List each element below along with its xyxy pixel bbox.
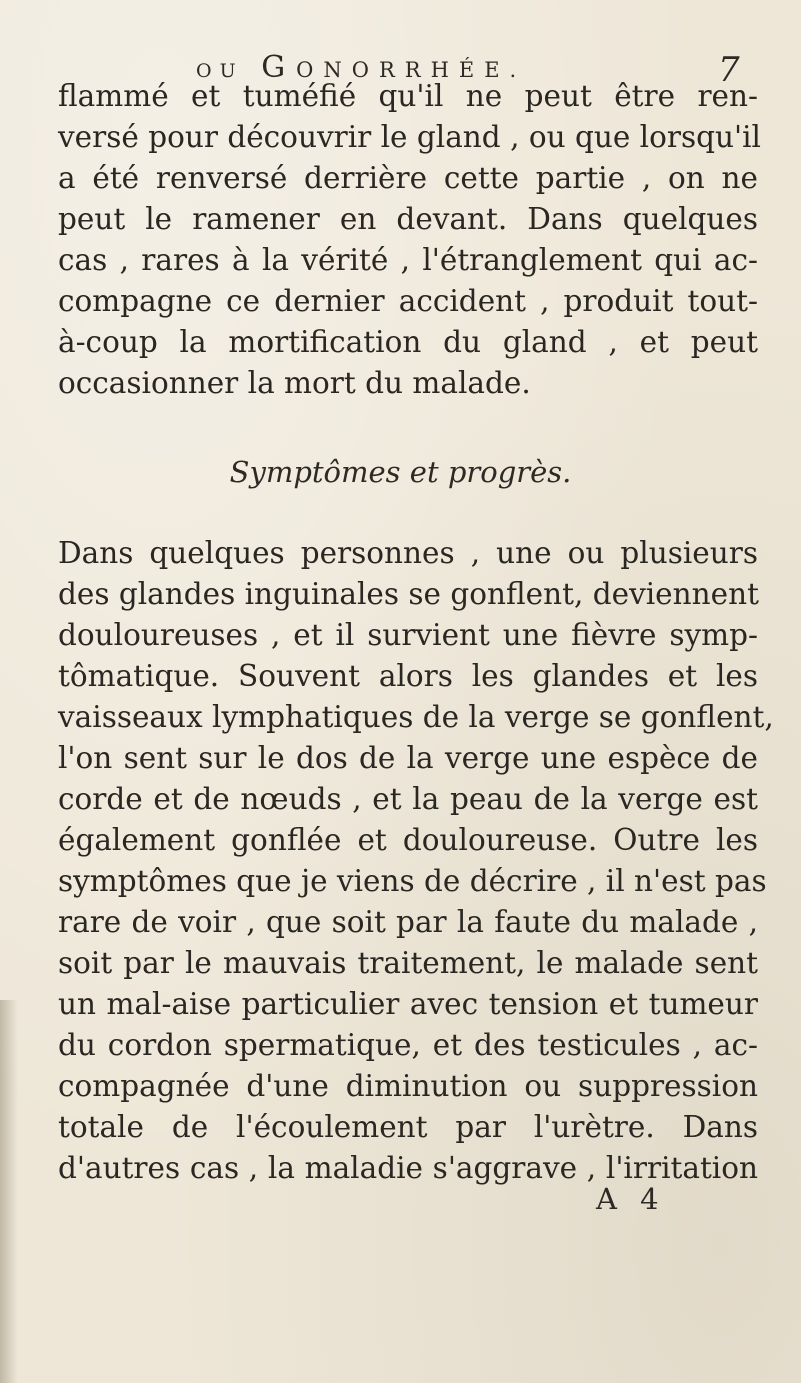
text-line: l'on sent sur le dos de la verge une espèce de <box>58 741 758 775</box>
text-line: peut le ramener en devant. Dans quelques <box>58 202 758 236</box>
text-line: compagnée d'une diminution ou suppression <box>58 1069 758 1103</box>
text-line: corde et de nœuds , et la peau de la verge est <box>58 782 758 816</box>
text-line: également gonflée et douloureuse. Outre les <box>58 823 758 857</box>
text-line: un mal-aise particulier avec tension et tumeur <box>58 987 758 1021</box>
text-line: du cordon spermatique, et des testicules , ac- <box>58 1028 758 1062</box>
text-line: tômatique. Souvent alors les glandes et les <box>58 659 758 693</box>
page-edge-shadow <box>0 1000 18 1383</box>
text-line: rare de voir , que soit par la faute du malade , <box>58 905 758 939</box>
running-head-title-rest: ONORRHÉE. <box>296 58 527 82</box>
text-line: occasionner la mort du malade. <box>58 366 531 400</box>
paragraph-1 <box>58 76 761 404</box>
text-line: douloureuses , et il survient une fièvre symp- <box>58 618 758 652</box>
section-heading: Symptômes et progrès. <box>229 455 572 489</box>
text-line: cas , rares à la vérité , l'étranglement qui ac- <box>58 243 758 277</box>
paragraph-2 <box>58 533 774 1189</box>
text-line: a été renversé derrière cette partie , on ne <box>58 161 758 195</box>
text-line: à-coup la mortification du gland , et peut <box>58 325 758 359</box>
text-line: compagne ce dernier accident , produit tout- <box>58 284 758 318</box>
text-line: Dans quelques personnes , une ou plusieurs <box>58 536 758 570</box>
text-line: totale de l'écoulement par l'urètre. Dans <box>58 1110 758 1144</box>
text-line: flammé et tuméfié qu'il ne peut être ren- <box>58 79 758 113</box>
signature-mark: A 4 <box>596 1182 666 1216</box>
text-line: des glandes inguinales se gonflent, deviennent <box>58 577 759 611</box>
running-head-ou: OU <box>196 60 244 82</box>
text-line: symptômes que je viens de décrire , il n'est pas <box>58 864 767 898</box>
text-line: soit par le mauvais traitement, le malade sent <box>58 946 758 980</box>
text-line: versé pour découvrir le gland , ou que lorsqu'il <box>58 120 761 154</box>
running-head-title-initial: G <box>261 50 297 85</box>
page-number: 7 <box>718 50 740 90</box>
text-line: d'autres cas , la maladie s'aggrave , l'irritation <box>58 1151 758 1185</box>
text-line: vaisseaux lymphatiques de la verge se gonflent, <box>58 700 774 734</box>
